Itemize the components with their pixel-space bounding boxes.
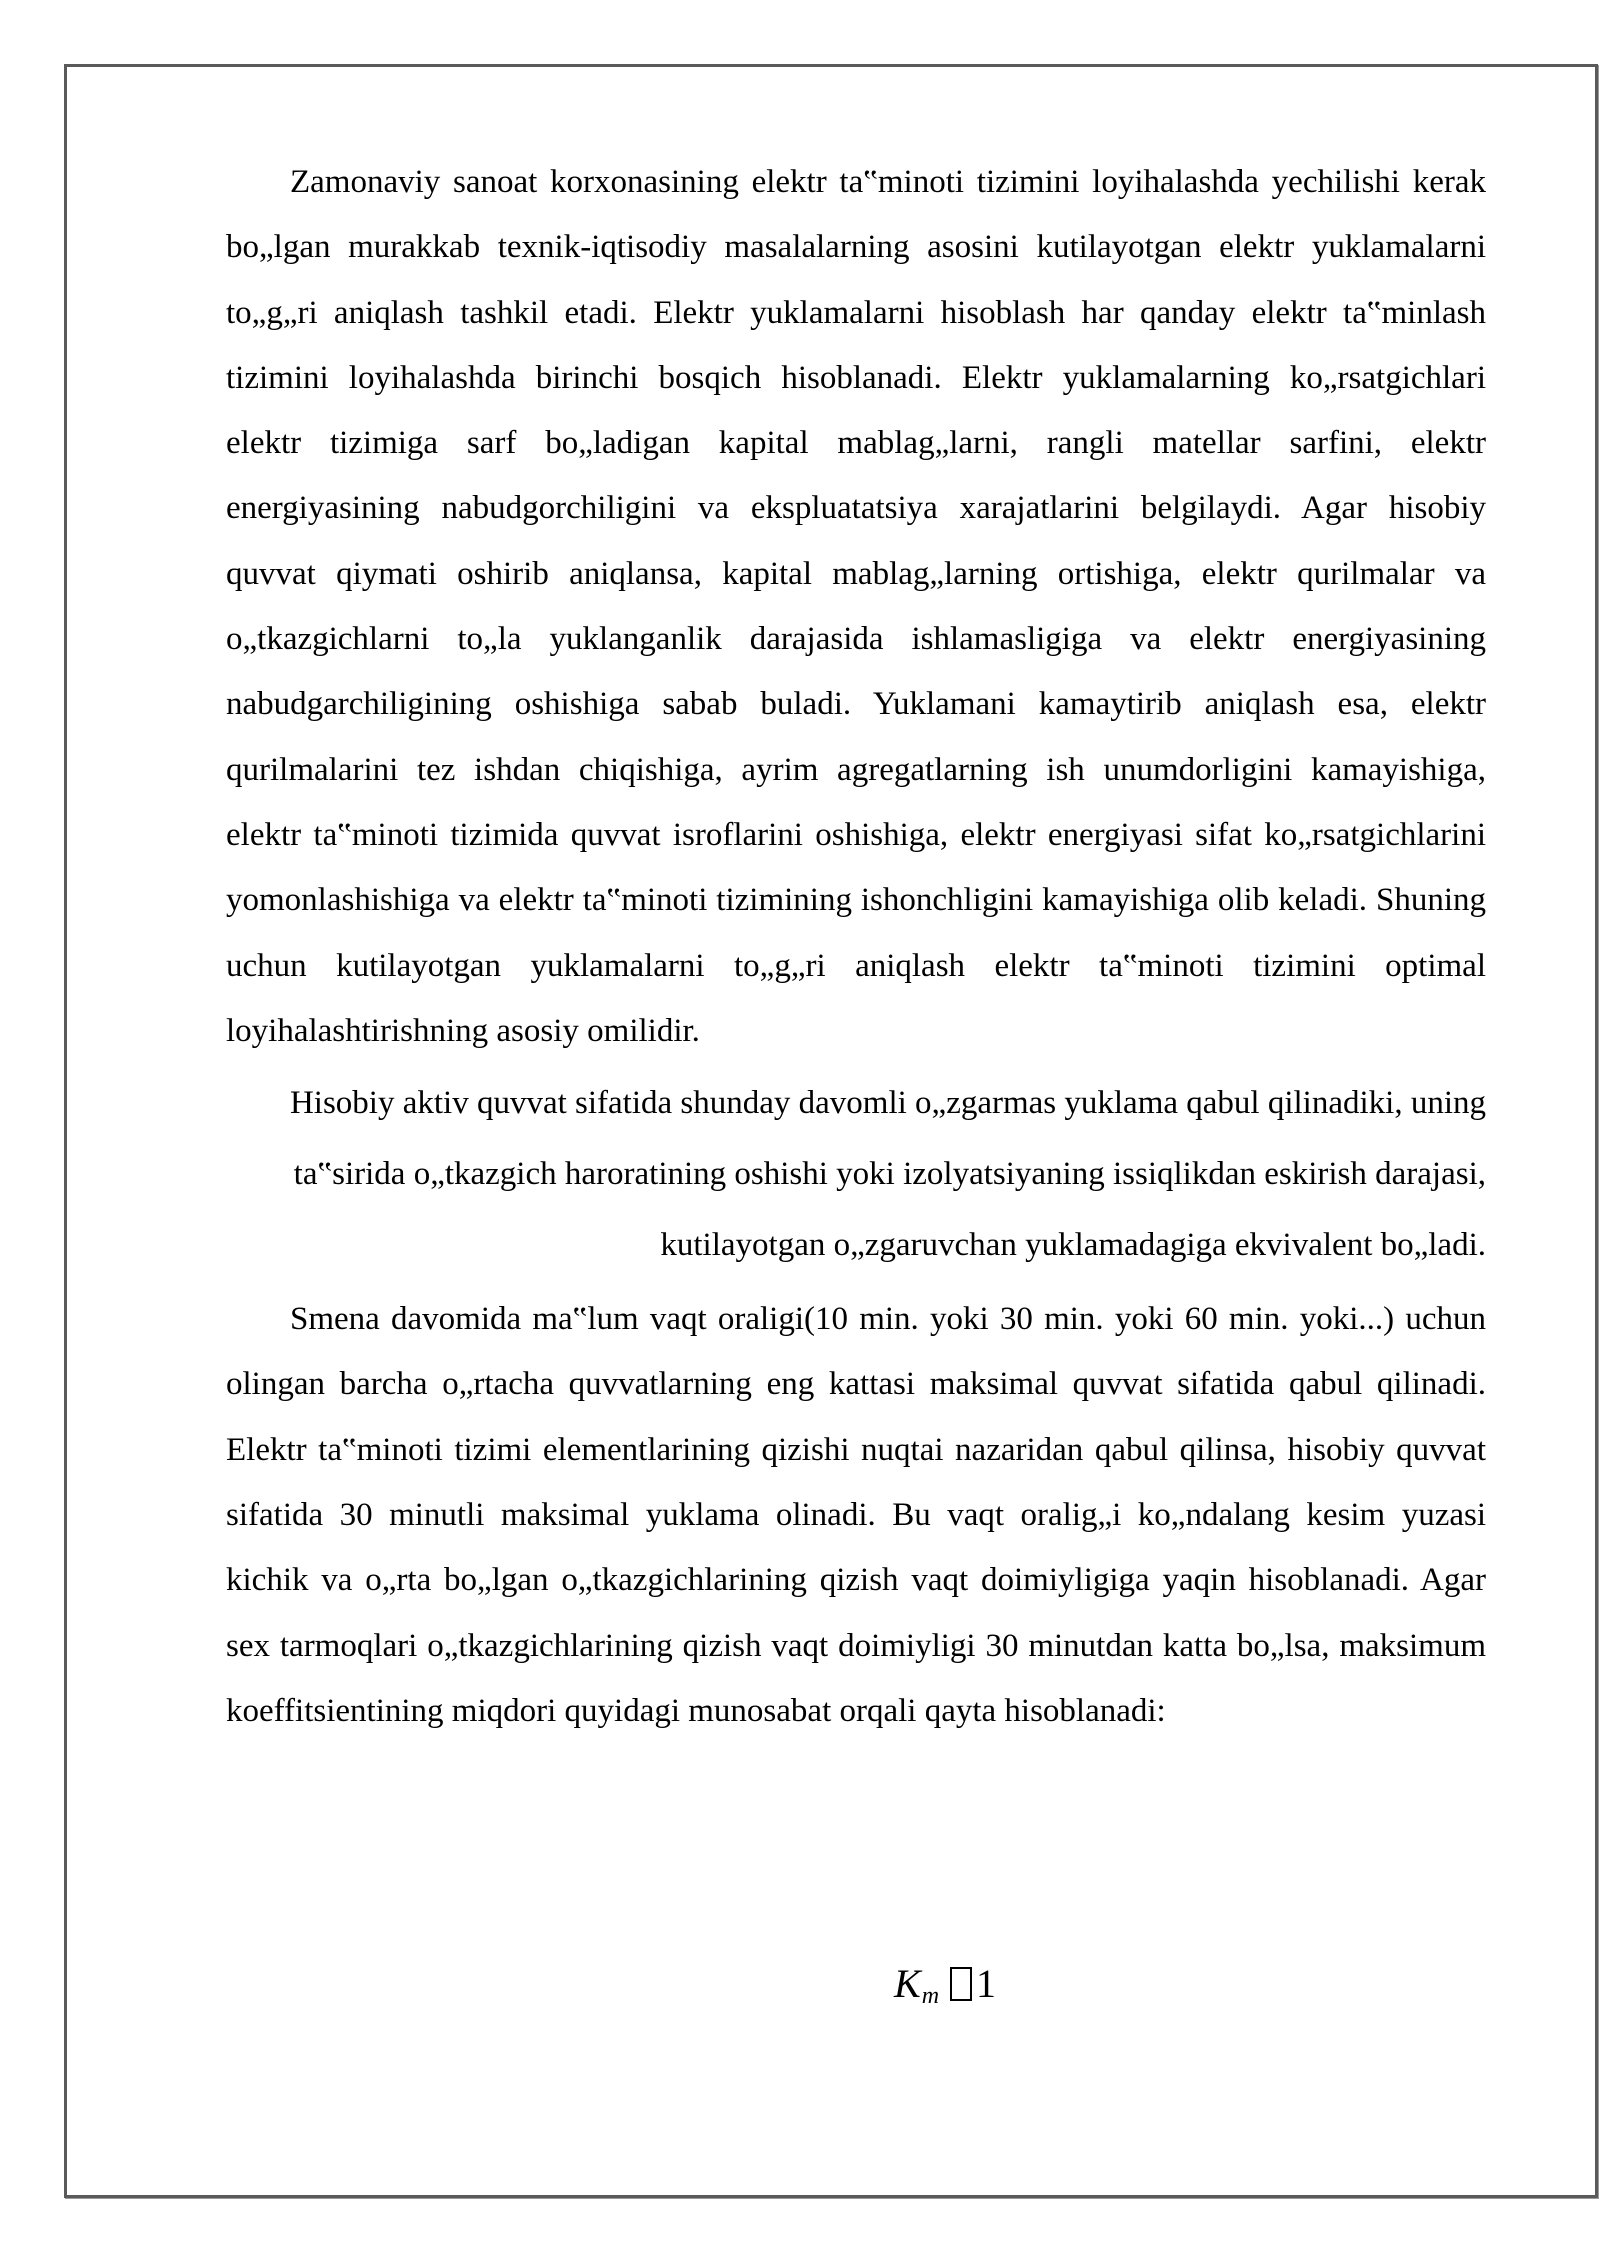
formula-value: 1 — [976, 1961, 998, 2006]
paragraph-definition: Hisobiy aktiv quvvat sifatida shunday davomli o„zgarmas yuklama qabul qilinadiki, uning ta‟sirida o„tkazgich haroratining oshishi yoki izolyatsiyaning issiqlikdan eskirish darajasi, kutilayotgan o„zgaruvchan yuklamadagiga ekvivalent bo„ladi. — [289, 1085, 1486, 1264]
document-body — [226, 150, 1486, 1744]
formula-symbol: K — [894, 1961, 922, 2006]
missing-glyph-icon — [950, 1967, 972, 2001]
formula-km — [894, 1960, 997, 2010]
paragraph-maximum-load: Smena davomida ma‟lum vaqt oraligi(10 min. yoki 30 min. yoki 60 min. yoki...) uchun olingan barcha o„rtacha quvvatlarning eng kattasi maksimal quvvat sifatida qabul qilinadi. Elektr ta‟minoti tizimi elementlarining qizishi nuqtai nazaridan qabul qilinsa, hisobiy quvvat sifatida 30 minutli maksimal yuklama olinadi. Bu vaqt oralig„i ko„ndalang kesim yuzasi kichik va o„rta bo„lgan o„tkazgichlarining qizish vaqt doimiyligiga yaqin hisoblanadi. Agar sex tarmoqlari o„tkazgichlarining qizish vaqt doimiyligi 30 minutdan katta bo„lsa, maksimum koeffitsientining miqdori quyidagi munosabat orqali qayta hisoblanadi: — [226, 1301, 1486, 1729]
formula-subscript: m — [921, 1983, 941, 2009]
paragraph-intro: Zamonaviy sanoat korxonasining elektr ta‟minoti tizimini loyihalashda yechilishi kerak bo„lgan murakkab texnik-iqtisodiy masalalarning asosini kutilayotgan elektr yuklamalarni to„g„ri aniqlash tashkil etadi. Elektr yuklamalarni hisoblash har qanday elektr ta‟minlash tizimini loyihalashda birinchi bosqich hisoblanadi. Elektr yuklamalarning ko„rsatgichlari elektr tizimiga sarf bo„ladigan kapital mablag„larni, rangli matellar sarfini, elektr energiyasining nabudgorchiligini va ekspluatatsiya xarajatlarini belgilaydi. Agar hisobiy quvvat qiymati oshirib aniqlansa, kapital mablag„larning ortishiga, elektr qurilmalar va o„tkazgichlarni to„la yuklanganlik darajasida ishlamasligiga va elektr energiyasining nabudgarchiligining oshishiga sabab buladi. Yuklamani kamaytirib aniqlash esa, elektr qurilmalarini tez ishdan chiqishiga, ayrim agregatlarning ish unumdorligini kamayishiga, elektr ta‟minoti tizimida quvvat isroflarini oshishiga, elektr energiyasi sifat ko„rsatgichlarini yomonlashishiga va elektr ta‟minoti tizimining ishonchligini kamayishiga olib keladi. Shuning uchun kutilayotgan yuklamalarni to„g„ri aniqlash elektr ta‟minoti tizimini optimal loyihalashtirishning asosiy omilidir. — [226, 164, 1486, 1049]
